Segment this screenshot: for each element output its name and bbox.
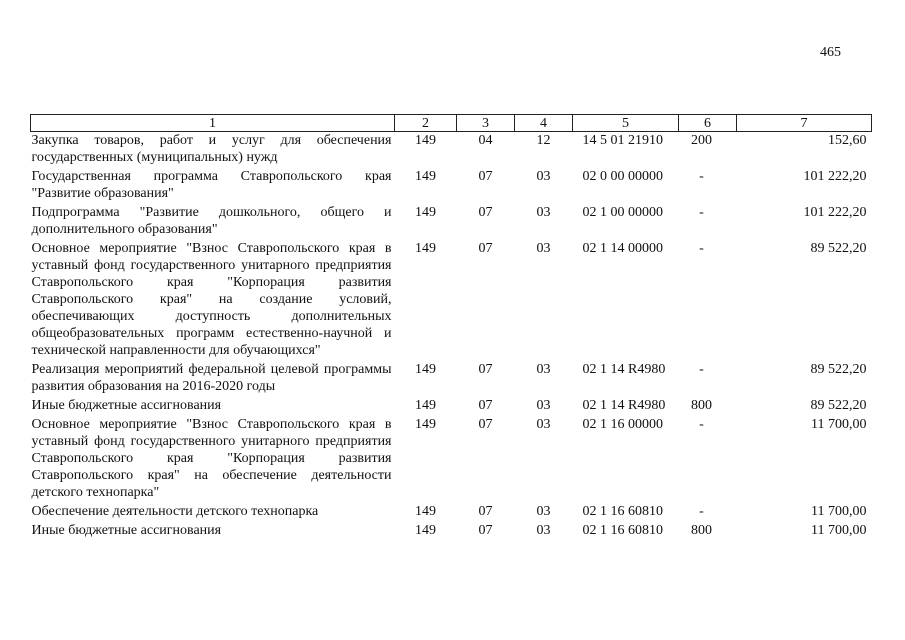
row-subsection: 03 <box>536 398 551 413</box>
row-section: 07 <box>478 241 493 256</box>
row-expense-type: 800 <box>691 523 712 538</box>
row-ministry-code: 149 <box>415 398 436 413</box>
row-subsection: 03 <box>536 504 551 519</box>
row-name: Иные бюджетные ассигнования <box>31 523 222 538</box>
row-amount: 89 522,20 <box>810 241 867 256</box>
row-expense-type: 800 <box>691 398 712 413</box>
row-ministry-code: 149 <box>415 362 436 377</box>
row-ministry-code: 149 <box>415 504 436 519</box>
row-name: Реализация мероприятий федеральной целевой программы развития образования на 2016-2020 годы <box>31 362 392 394</box>
row-ministry-code: 149 <box>415 523 436 538</box>
row-expense-type: - <box>699 169 704 184</box>
row-expense-type: 200 <box>691 133 712 148</box>
row-target-item: 14 5 01 21910 <box>582 133 663 148</box>
row-name: Основное мероприятие "Взнос Ставропольского края в уставный фонд государственного унитарного предприятия Ставропольского края "Корпорация развития Ставропольского края" на обеспечение деятельности детского технопарка" <box>31 417 392 500</box>
row-target-item: 02 1 00 00000 <box>582 205 663 220</box>
row-expense-type: - <box>699 417 704 432</box>
row-subsection: 03 <box>536 417 551 432</box>
row-target-item: 02 1 14 R4980 <box>582 362 666 377</box>
budget-table <box>30 114 872 541</box>
row-target-item: 02 0 00 00000 <box>582 169 663 184</box>
row-section: 07 <box>478 523 493 538</box>
row-amount: 89 522,20 <box>810 362 867 377</box>
row-subsection: 03 <box>536 205 551 220</box>
row-amount: 11 700,00 <box>811 417 867 432</box>
table-row <box>31 522 872 541</box>
row-subsection: 12 <box>536 133 551 148</box>
row-expense-type: - <box>699 504 704 519</box>
row-target-item: 02 1 14 R4980 <box>582 398 666 413</box>
row-expense-type: - <box>699 241 704 256</box>
row-amount: 89 522,20 <box>810 398 867 413</box>
table-header <box>31 115 872 132</box>
row-ministry-code: 149 <box>415 169 436 184</box>
header-row <box>31 115 872 132</box>
table-row <box>31 416 872 503</box>
row-target-item: 02 1 16 60810 <box>582 504 663 519</box>
row-subsection: 03 <box>536 523 551 538</box>
row-amount: 11 700,00 <box>811 523 867 538</box>
header-col-7: 7 <box>737 115 872 132</box>
table-row <box>31 503 872 522</box>
table-row <box>31 168 872 204</box>
row-ministry-code: 149 <box>415 205 436 220</box>
table-row <box>31 132 872 169</box>
row-section: 07 <box>478 417 493 432</box>
row-subsection: 03 <box>536 169 551 184</box>
row-expense-type: - <box>699 205 704 220</box>
header-col-3: 3 <box>457 115 515 132</box>
row-ministry-code: 149 <box>415 417 436 432</box>
row-target-item: 02 1 14 00000 <box>582 241 663 256</box>
row-name: Основное мероприятие "Взнос Ставропольского края в уставный фонд государственного унитарного предприятия Ставропольского края "Корпорация развития Ставропольского края" на создание условий, обеспечивающих доступность дополнительных общеобразовательных программ естественно-научной и технической направленности для обучающихся" <box>31 241 392 358</box>
row-section: 07 <box>478 169 493 184</box>
header-col-6: 6 <box>679 115 737 132</box>
row-section: 07 <box>478 362 493 377</box>
row-ministry-code: 149 <box>415 241 436 256</box>
row-name: Подпрограмма "Развитие дошкольного, общего и дополнительного образования" <box>31 205 392 237</box>
header-col-4: 4 <box>515 115 573 132</box>
table-row <box>31 361 872 397</box>
row-section: 07 <box>478 205 493 220</box>
row-amount: 11 700,00 <box>811 504 867 519</box>
row-section: 07 <box>478 504 493 519</box>
row-expense-type: - <box>699 362 704 377</box>
row-amount: 152,60 <box>828 133 867 148</box>
row-section: 07 <box>478 398 493 413</box>
page-number: 465 <box>820 45 841 60</box>
table-row <box>31 204 872 240</box>
header-col-5: 5 <box>573 115 679 132</box>
row-name: Иные бюджетные ассигнования <box>31 398 222 413</box>
row-subsection: 03 <box>536 362 551 377</box>
row-name: Обеспечение деятельности детского технопарка <box>31 504 319 519</box>
header-col-1: 1 <box>31 115 395 132</box>
row-ministry-code: 149 <box>415 133 436 148</box>
table-row <box>31 240 872 361</box>
row-name: Государственная программа Ставропольского края "Развитие образования" <box>31 169 392 201</box>
row-target-item: 02 1 16 00000 <box>582 417 663 432</box>
row-amount: 101 222,20 <box>803 205 867 220</box>
row-subsection: 03 <box>536 241 551 256</box>
table-row <box>31 397 872 416</box>
header-col-2: 2 <box>395 115 457 132</box>
table-body <box>31 132 872 542</box>
row-name: Закупка товаров, работ и услуг для обеспечения государственных (муниципальных) нужд <box>31 133 392 165</box>
row-amount: 101 222,20 <box>803 169 867 184</box>
row-target-item: 02 1 16 60810 <box>582 523 663 538</box>
row-section: 04 <box>478 133 493 148</box>
